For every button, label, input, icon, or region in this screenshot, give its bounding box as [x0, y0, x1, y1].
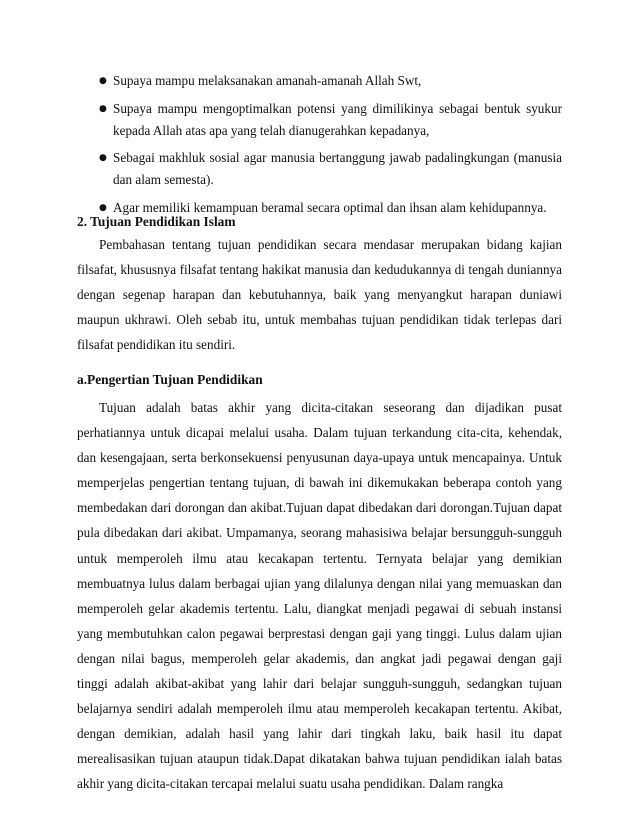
section-paragraph: Pembahasan tentang tujuan pendidikan secara mendasar merupakan bidang kajian filsafat, khususnya filsafat tentang hakikat manusia dan kedudukannya di tengah duniannya dengan segenap harapan dan kebutuhannya, baik yang menyangkut harapan duniawi maupun ukhrawi. Oleh sebab itu, untuk membahas tujuan pendidikan tidak terlepas dari filsafat pendidikan itu sendiri. — [77, 237, 562, 353]
list-item — [97, 70, 562, 92]
subsection-paragraph: Tujuan adalah batas akhir yang dicita-citakan seseorang dan dijadikan pusat perhatiannya untuk dicapai melalui usaha. Dalam tujuan terkandung cita-cita, kehendak, dan kesengajaan, serta berkonsekuensi penyusunan daya-upaya untuk mencapainya. Untuk memperjelas pengertian tentang tujuan, di bawah ini dikemukakan beberapa contoh yang membedakan dari dorongan dan akibat.Tujuan dapat dibedakan dari dorongan.Tujuan dapat pula dibedakan dari akibat. Umpamanya, seorang mahasisiwa belajar bersungguh-sungguh untuk memperoleh ilmu atau kecakapan tertentu. Ternyata belajar yang demikian membuatnya lulus dalam berbagai ujian yang dilalunya dengan nilai yang memuaskan dan memperoleh gelar akademis tertentu. Lalu, diangkat menjadi pegawai di sebuah instansi yang membutuhkan calon pegawai berprestasi dengan gaji yang tinggi. Lulus dalam ujian dengan nilai bagus, memperoleh gelar akademis, dan angkat jadi pegawai dengan gaji tinggi adalah akibat-akibat yang lahir dari belajar sungguh-sungguh, sedangkan tujuan belajarnya sendiri adalah memperoleh ilmu atau memperoleh kecakapan tertentu. Akibat, dengan demikian, adalah hasil yang lahir dari tingkah laku, baik hasil itu dapat merealisasikan tujuan ataupun tidak.Dapat dikatakan bahwa tujuan pendidikan ialah batas akhir yang dicita-citakan tercapai melalui suatu usaha pendidikan. Dalam rangka — [77, 400, 562, 792]
section-heading: 2. Tujuan Pendidikan Islam — [77, 214, 236, 229]
bullet-text: Supaya mampu melaksanakan amanah-amanah Allah Swt, — [113, 73, 422, 88]
bullet-dot-icon: ● — [99, 103, 107, 114]
bullet-dot-icon: ● — [99, 153, 107, 163]
bullet-dot-icon: ● — [99, 202, 107, 213]
bullet-text: Agar memiliki kemampuan beramal secara optimal dan ihsan alam kehidupannya. — [113, 199, 547, 215]
list-item — [97, 147, 562, 191]
bullet-list — [97, 70, 562, 224]
subsection-heading: a.Pengertian Tujuan Pendidikan — [77, 372, 263, 387]
bullet-text: Supaya mampu mengoptimalkan potensi yang dimilikinya sebagai bentuk syukur kepada Allah atas apa yang telah dianugerahkan kepadanya, — [113, 100, 562, 138]
list-item — [97, 98, 562, 142]
bullet-dot-icon: ● — [99, 76, 107, 86]
bullet-text: Sebagai makhluk sosial agar manusia bertanggung jawab padalingkungan (manusia dan alam semesta). — [113, 150, 562, 187]
